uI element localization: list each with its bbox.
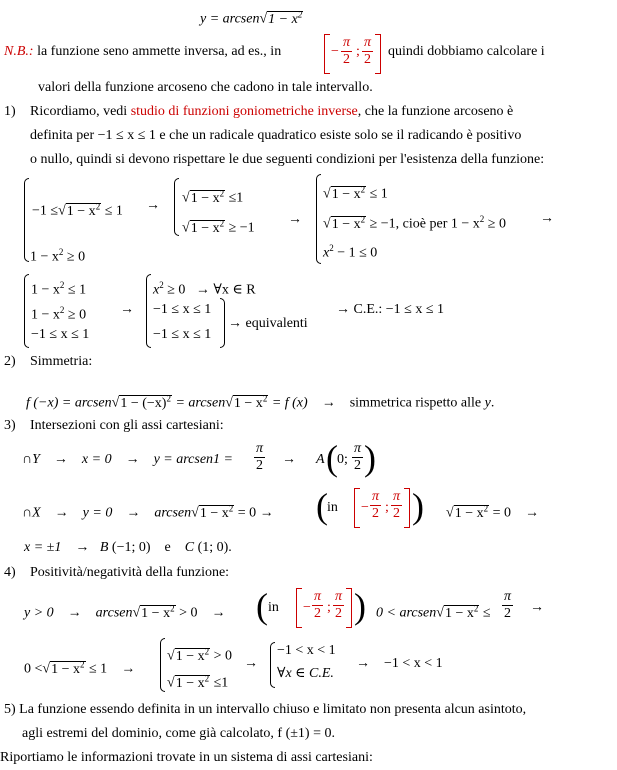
sys3-row3: $x^2 - 1 \le 0$ <box>323 243 378 261</box>
interval-frac-1: $\frac{\pi}{2}$ <box>314 589 322 621</box>
sys6-row1: $√1 - x^2 > 0$ <box>167 646 232 664</box>
paren-left: ( <box>326 438 338 478</box>
interval-frac-2: $\frac{\pi}{2}$ <box>335 589 343 621</box>
interval-semicolon: ; <box>385 500 389 515</box>
s3-title: Intersezioni con gli assi cartesiani: <box>30 418 224 433</box>
interval-frac-1: $\frac{\pi}{2}$ <box>372 489 380 521</box>
nb-line <box>4 44 281 60</box>
interval-bracket-left <box>296 588 302 628</box>
interval-semicolon: ; <box>327 600 331 615</box>
s1-line1: Ricordiamo, vedi studio di funzioni goniometriche inverse, che la funzione arcoseno è <box>30 104 514 119</box>
formula-lhs: y = arcsen <box>200 11 260 27</box>
final-range: → −1 < x < 1 <box>356 656 443 671</box>
sys6-row2: $√1 - x^2 \le 1$ <box>167 673 229 691</box>
sys3-row1: $√1 - x^2 \le 1$ <box>323 184 388 202</box>
arrow: → <box>120 302 134 317</box>
sys4-row3: −1 ≤ x ≤ 1 <box>31 327 90 342</box>
arrow: → <box>282 452 296 467</box>
interval-semicolon: ; <box>356 44 360 59</box>
in-label: in <box>268 600 279 615</box>
pi-half: $\frac{\pi}{2}$ <box>256 441 264 473</box>
s1-line3: o nullo, quindi si devono rispettare le due seguenti condizioni per l'esistenza della funzione: <box>30 152 545 167</box>
system1-brace <box>24 178 29 262</box>
nb-text2: quindi dobbiamo calcolare i <box>388 44 545 59</box>
sys3-row2: $√1 - x^2 \ge -1$, cioè per $1 - x^2 \ge 0$ <box>323 214 506 232</box>
arrow: → <box>288 212 302 227</box>
sys2-row2: $√1 - x^2 \ge -1$ <box>182 218 255 236</box>
sys7-row2: ∀x ∈ C.E. <box>277 666 334 681</box>
interval-frac-2: $\frac{\pi}{2}$ <box>364 35 372 67</box>
system5-brace <box>146 274 151 348</box>
point-a-label: A <box>316 452 325 467</box>
system4-brace <box>24 274 29 348</box>
interval-bracket-left <box>324 34 330 74</box>
sys1-row1: $-1 \le√1 - x^2 \le 1$ <box>32 201 123 219</box>
interval-bracket-left <box>354 488 360 528</box>
interval-minus: − <box>303 600 311 615</box>
system2-brace <box>174 178 179 236</box>
arrow: → <box>244 656 258 671</box>
pi-half: $\frac{\pi}{2}$ <box>354 441 362 473</box>
s4-title: Positività/negatività della funzione: <box>30 565 230 580</box>
paren-left: ( <box>316 486 328 526</box>
system3-brace <box>316 174 321 264</box>
ce-result: → C.E.: −1 ≤ x ≤ 1 <box>336 302 445 317</box>
intersect-y: ∩Y → x = 0 → y = arcsen1 = <box>22 452 233 467</box>
arrow: → <box>540 211 554 226</box>
arrow: → <box>530 600 544 615</box>
arrow: → <box>146 198 160 213</box>
interval-bracket-right <box>404 488 410 528</box>
sqrt-eq-zero: $√1 - x^2 = 0$ → <box>446 503 539 521</box>
symmetry-formula: f (−x) = arcsen√1 − $(-x)^2$ = arcsen√1 − $x^2 = f$ (x) → simmetrica rispetto alle y. <box>26 393 495 411</box>
positivity-ineq: 0 < arcsen√1 − $x^2$ ≤ <box>376 603 491 621</box>
paren-right: ) <box>354 586 366 626</box>
x-solutions: x = ±1 → B (−1; 0) e C (1; 0). <box>24 540 232 555</box>
sys5-row2: −1 ≤ x ≤ 1 <box>153 302 212 317</box>
sys2-row1: $√1 - x^2 \le 1$ <box>182 188 244 206</box>
interval-frac-1: $\frac{\pi}{2}$ <box>343 35 351 67</box>
sys5-row3: −1 ≤ x ≤ 1 <box>153 327 212 342</box>
s2-title: Simmetria: <box>30 354 93 369</box>
interval-minus: − <box>331 44 339 59</box>
pi-half: $\frac{\pi}{2}$ <box>504 589 512 621</box>
interval-frac-2: $\frac{\pi}{2}$ <box>393 489 401 521</box>
paren-left: ( <box>256 586 268 626</box>
s5-line3: Riportiamo le informazioni trovate in un sistema di assi cartesiani: <box>0 750 373 765</box>
s4-number: 4) <box>4 565 16 580</box>
sys4-row1: $1 - x^2 \le 1$ <box>31 280 87 298</box>
interval-minus: − <box>361 500 369 515</box>
s3-number: 3) <box>4 418 16 433</box>
equivalenti: → equivalenti <box>228 316 308 331</box>
nb-text1: la funzione seno ammette inversa, ad es., in <box>33 44 282 59</box>
sys1-row2: $1 - x^2 \ge 0$ <box>30 247 86 265</box>
s1-number: 1) <box>4 104 16 119</box>
interval-bracket-right <box>346 588 352 628</box>
system6-brace <box>160 638 165 692</box>
point-a-zero: 0; <box>337 452 348 467</box>
sys5-row1: $x^2 \ge 0$ → ∀x ∈ R <box>153 280 256 298</box>
sqrt-range: $0 <√1 - x^2 \le 1$ → <box>24 659 136 677</box>
nb-label: N.B.: <box>4 44 34 59</box>
paren-right: ) <box>364 438 376 478</box>
main-formula: y = arcsen√1 − $x^2$ <box>200 9 303 27</box>
s2-number: 2) <box>4 354 16 369</box>
positivity-line: y > 0 → arcsen√1 − $x^2 > 0$ → <box>24 603 226 621</box>
link-inverse-trig[interactable]: studio di funzioni goniometriche inverse <box>130 104 358 119</box>
in-label: in <box>327 500 338 515</box>
s5-line1: 5) La funzione essendo definita in un intervallo chiuso e limitato non presenta alcun asintoto, <box>4 702 527 717</box>
nb-text3: valori della funzione arcoseno che cadono in tale intervallo. <box>38 80 373 95</box>
interval-bracket-right <box>375 34 381 74</box>
system7-brace <box>270 642 275 688</box>
s1-line2: definita per −1 ≤ x ≤ 1 e che un radicale quadratico esiste solo se il radicando è positivo <box>30 128 522 143</box>
formula-radicand: $1 - x^2$ <box>268 9 303 27</box>
sys4-row2: $1 - x^2 \ge 0$ <box>31 305 87 323</box>
system5-rbrace <box>220 298 225 348</box>
intersect-x: ∩X → y = 0 → arcsen√1 − $x^2 = 0$ → <box>22 503 274 521</box>
sys7-row1: −1 < x < 1 <box>277 643 336 658</box>
s5-line2: agli estremi del dominio, come già calcolato, f (±1) = 0. <box>22 726 335 741</box>
paren-right: ) <box>412 486 424 526</box>
